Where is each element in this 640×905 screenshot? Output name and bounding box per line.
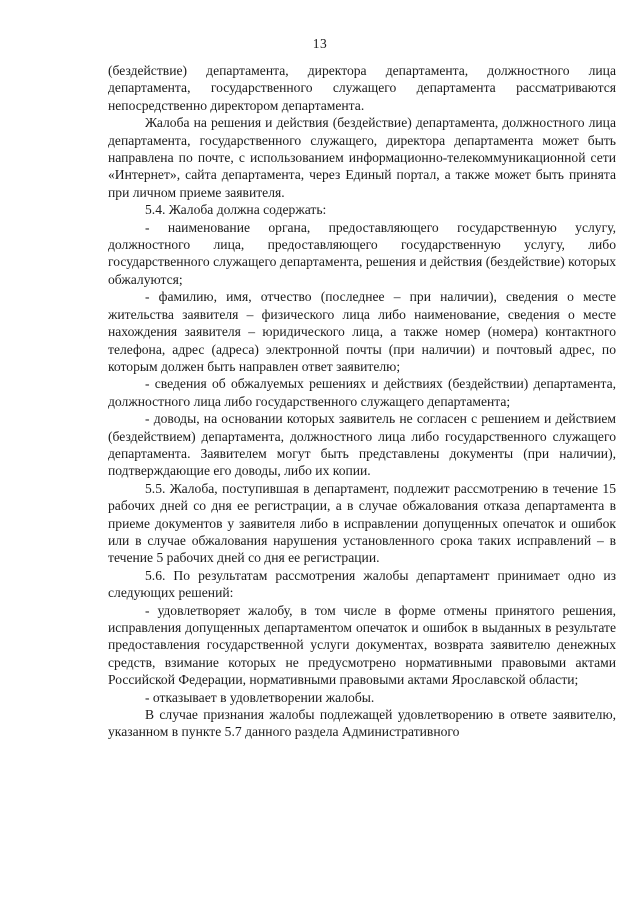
document-body — [108, 62, 616, 741]
list-item-organ-name: - наименование органа, предоставляющего государственную услугу, должностного лица, предоставляющего государственную услугу, либо государственного служащего департамента, решения и действия (бездействие) которых обжалуются; — [108, 219, 616, 287]
list-item-arguments: - доводы, на основании которых заявитель не согласен с решением и действием (бездействием) департамента, должностного лица либо государственного служащего департамента. Заявителем могут быть представлены документы (при наличии), подтверждающие его доводы, либо их копии. — [108, 411, 616, 479]
paragraph-satisfaction-response: В случае признания жалобы подлежащей удовлетворению в ответе заявителю, указанном в пункте 5.7 данного раздела Административного — [108, 707, 616, 740]
paragraph-5-5: 5.5. Жалоба, поступившая в департамент, подлежит рассмотрению в течение 15 рабочих дней со дня ее регистрации, а в случае обжалования отказа департамента в приеме документов у заявителя либо в исправлении допущенных опечаток и ошибок или в случае обжалования нарушения установленного срока таких исправлений – в течение 5 рабочих дней со дня ее регистрации. — [108, 480, 616, 566]
paragraph-5-4-heading: 5.4. Жалоба должна содержать: — [145, 202, 327, 218]
list-item-satisfy-complaint: - удовлетворяет жалобу, в том числе в форме отмены принятого решения, исправления допущенных департаментом опечаток и ошибок в выданных в результате предоставления государственной услуги документах, возврата заявителю денежных средств, взимание которых не предусмотрено нормативными правовыми актами Российской Федерации, нормативными правовыми актами Ярославской области; — [108, 602, 616, 688]
list-item-appealed-decisions: - сведения об обжалуемых решениях и действиях (бездействии) департамента, должностного лица либо государственного служащего департамента; — [108, 376, 616, 409]
paragraph-5-6: 5.6. По результатам рассмотрения жалобы департамент принимает одно из следующих решений: — [108, 567, 616, 601]
page-number: 13 — [312, 36, 328, 51]
paragraph-complaint-channels: Жалоба на решения и действия (бездействие) департамента, должностного лица департамента, государственного служащего, директора департамента может быть направлена по почте, с использованием информационно-телекоммуникационной сети «Интернет», сайта департамента, через Единый портал, а также может быть принята при личном приеме заявителя. — [108, 115, 616, 200]
list-item-reject-complaint: - отказывает в удовлетворении жалобы. — [145, 689, 375, 705]
paragraph-continuation: (бездействие) департамента, директора департамента, должностного лица департамента, государственного служащего департамента рассматриваются непосредственно директором департамента. — [108, 63, 616, 113]
list-item-applicant-details: - фамилию, имя, отчество (последнее – при наличии), сведения о месте жительства заявителя – физического лица либо наименование, сведения о месте нахождения заявителя – юридического лица, а также номер (номера) контактного телефона, адрес (адреса) электронной почты (при наличии) и почтовый адрес, по которым должен быть направлен ответ заявителю; — [108, 289, 616, 374]
